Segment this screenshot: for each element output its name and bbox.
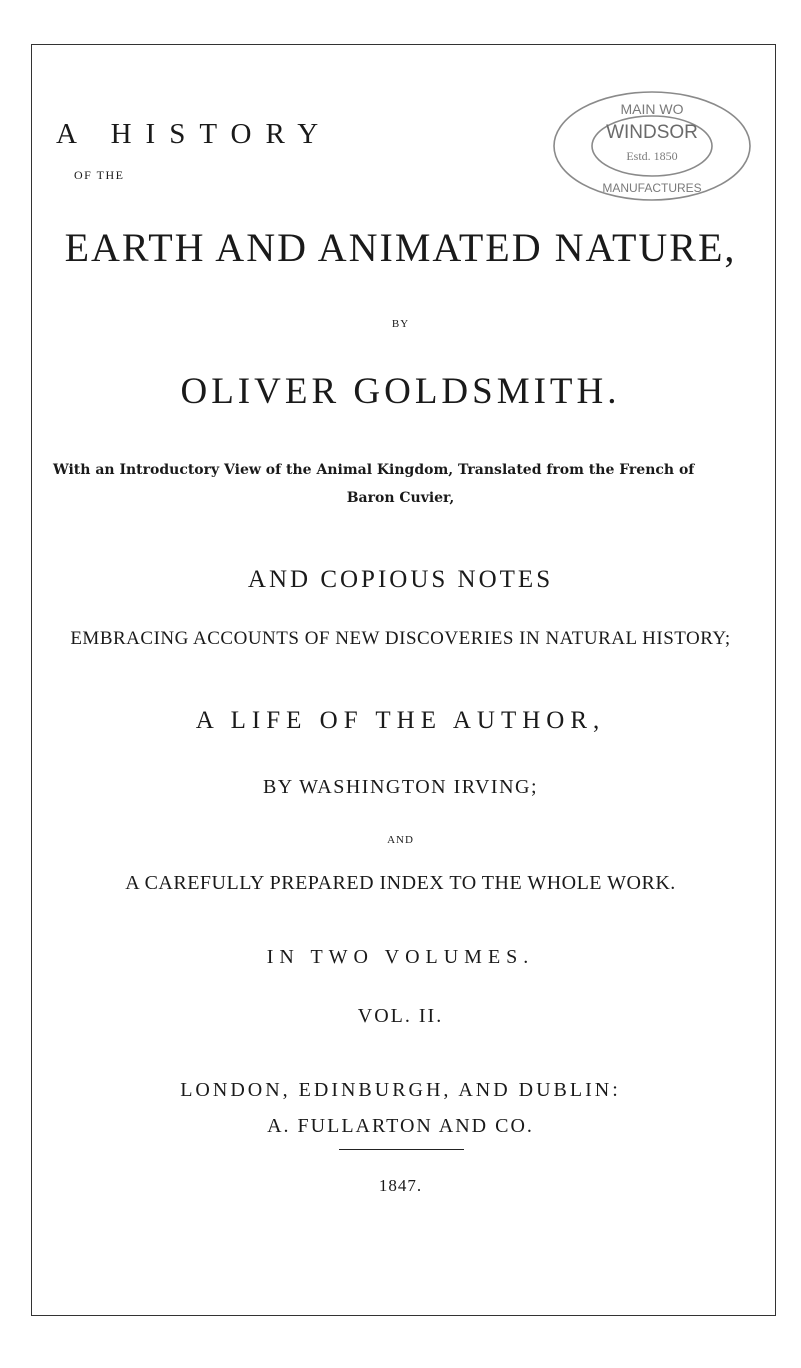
stamp-line3: Estd. 1850 <box>626 149 678 163</box>
intro-line-1: With an Introductory View of the Animal Kingdom, Translated from the French of <box>53 462 695 478</box>
embracing-line: EMBRACING ACCOUNTS OF NEW DISCOVERIES IN NATURAL HISTORY; <box>70 628 731 649</box>
of-the-label: OF THE <box>74 168 125 182</box>
stamp-line2: WINDSOR <box>606 122 698 143</box>
volume-number: VOL. II. <box>357 1005 444 1027</box>
stamp-line4: MANUFACTURES <box>602 181 702 195</box>
library-stamp <box>548 88 752 204</box>
author-name: OLIVER GOLDSMITH. <box>180 371 621 412</box>
stamp-line1: MAIN WO <box>620 101 684 117</box>
and-label: AND <box>387 834 414 846</box>
imprint-rule <box>339 1149 464 1150</box>
history-heading: A HISTORY <box>56 118 333 150</box>
irving-line: BY WASHINGTON IRVING; <box>262 776 539 798</box>
notes-heading: AND COPIOUS NOTES <box>247 566 554 593</box>
life-heading: A LIFE OF THE AUTHOR, <box>195 707 606 734</box>
volumes-line: IN TWO VOLUMES. <box>266 946 535 968</box>
index-line: A CAREFULLY PREPARED INDEX TO THE WHOLE WORK. <box>125 872 676 894</box>
imprint-cities: LONDON, EDINBURGH, AND DUBLIN: <box>180 1079 621 1101</box>
by-label: BY <box>391 318 410 330</box>
main-title: EARTH AND ANIMATED NATURE, <box>64 225 737 270</box>
intro-line-2: Baron Cuvier, <box>346 490 455 506</box>
publication-year: 1847. <box>378 1176 423 1195</box>
publisher-name: A. FULLARTON AND CO. <box>267 1115 534 1137</box>
